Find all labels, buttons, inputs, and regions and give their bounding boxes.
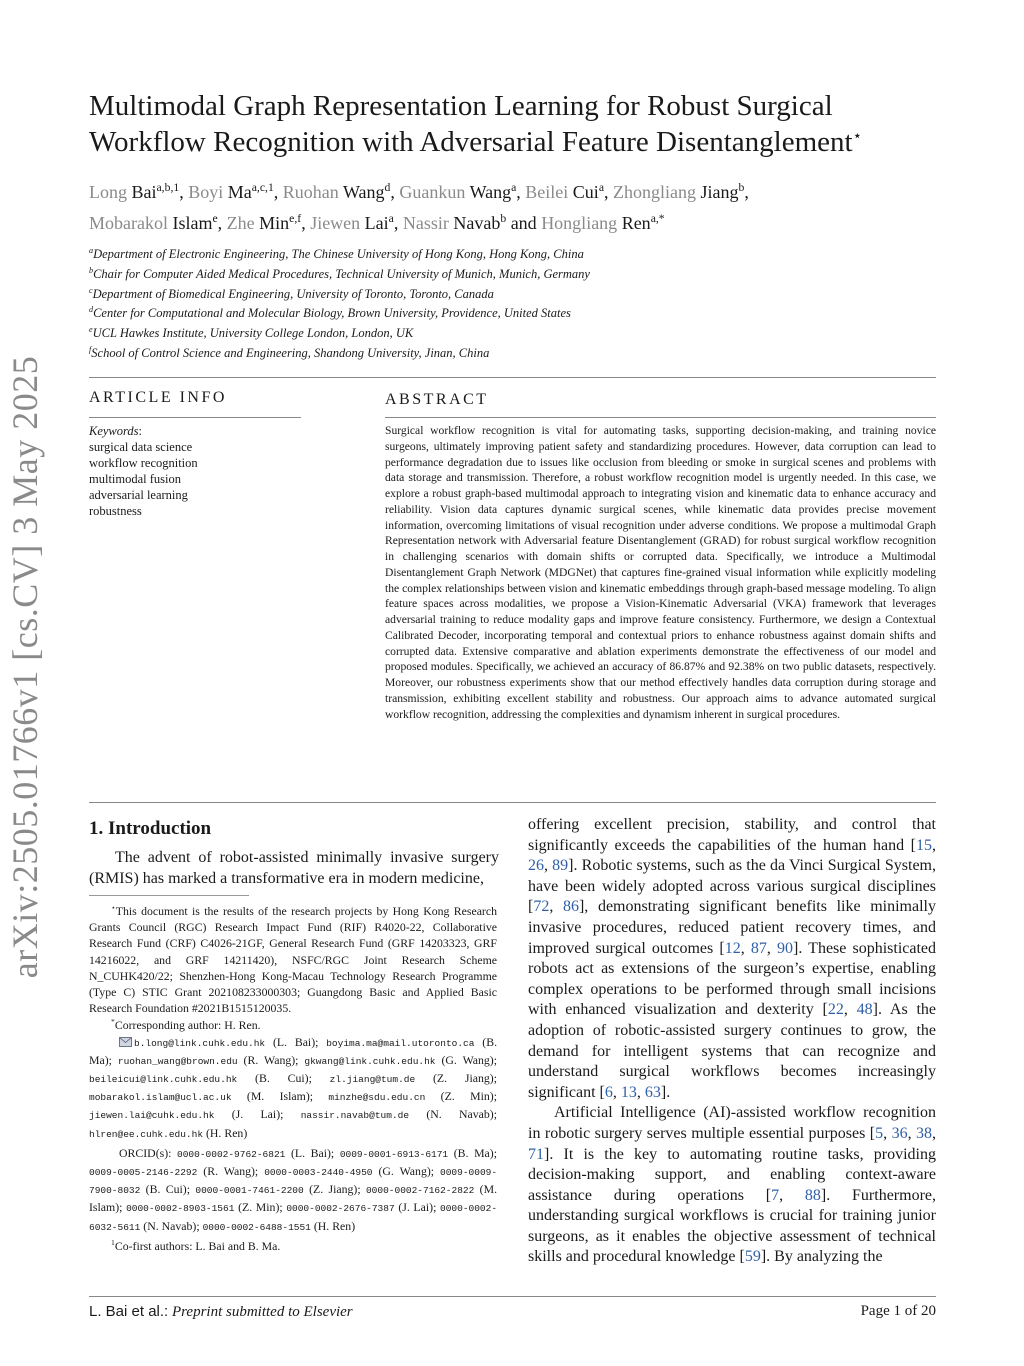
- author-affiliation-mark: b: [738, 181, 745, 194]
- footnote-rule: [89, 895, 249, 896]
- email-owner: (N. Navab);: [426, 1107, 498, 1122]
- email-address: mobarakol.islam@ucl.ac.uk: [89, 1092, 232, 1104]
- author-affiliation-mark: e: [212, 212, 218, 225]
- affiliation-key: d: [89, 305, 94, 315]
- affiliation: [89, 304, 949, 324]
- citation-link[interactable]: 6: [604, 1083, 613, 1101]
- affiliation: [89, 265, 949, 285]
- orcid-footnote: ORCID(s): 0000-0002-9762-6821 (L. Bai); 0009-0001-6913-6171 (B. Ma); 0009-0005-2146-2292 (R. Wang); 0000-0003-2440-4950 (G. Wang); 0009-0009-7900-8032 (B. Cui); 0000-0001-7461-2200 (Z. Jiang); 0000-0002-7162-2822 (M. Islam); 0000-0002-8903-1561 (Z. Min); 0000-0002-2676-7387 (J. Lai); 0000-0002-6032-5611 (N. Navab); 0000-0002-6488-1551 (H. Ren): [89, 1145, 498, 1233]
- author-last-name: Ren: [621, 213, 651, 233]
- orcid-owner: (N. Navab);: [143, 1218, 200, 1233]
- author-affiliation-mark: e,f: [289, 212, 302, 225]
- orcid-owner: (B. Cui);: [145, 1182, 191, 1197]
- right-column-text: [528, 815, 936, 1268]
- body-text: ,: [544, 857, 553, 875]
- affiliation-text: School of Control Science and Engineering, Shandong University, Jinan, China: [91, 345, 490, 360]
- author-last-name: Navab: [453, 213, 501, 233]
- affiliation-key: e: [89, 325, 93, 335]
- author-first-name: Zhongliang: [613, 182, 696, 202]
- body-text: ,: [907, 1124, 917, 1142]
- citation-link[interactable]: 48: [856, 1001, 873, 1019]
- paragraph-robotic-systems: [528, 815, 936, 1103]
- body-text: ,: [932, 836, 936, 854]
- author-last-name: Ma: [227, 182, 252, 202]
- email-address: nassir.navab@tum.de: [300, 1110, 410, 1122]
- orcid-id: 0009-0009-7900-8032: [89, 1167, 498, 1197]
- affiliation-key: f: [89, 344, 92, 354]
- author: [188, 182, 278, 202]
- author-last-name: Islam: [172, 213, 213, 233]
- citation-link[interactable]: 72: [533, 898, 550, 916]
- author-affiliation-mark: a: [388, 212, 394, 225]
- footnotes: [89, 903, 497, 1254]
- author-separator: and: [506, 213, 537, 233]
- author-list: [89, 177, 949, 239]
- author-separator: ,: [516, 182, 521, 202]
- affiliation-text: Department of Biomedical Engineering, University of Toronto, Toronto, Canada: [92, 286, 494, 301]
- paper-title: [89, 88, 949, 160]
- author: [403, 213, 537, 233]
- affiliation-key: c: [89, 285, 93, 295]
- author-first-name: Nassir: [402, 213, 449, 233]
- author-affiliation-mark: a,b,1: [156, 181, 180, 194]
- article-info-heading: ARTICLE INFO: [89, 389, 227, 406]
- email-address: zl.jiang@tum.de: [329, 1074, 416, 1086]
- abstract-heading: ABSTRACT: [385, 391, 489, 408]
- email-owner: (H. Ren): [205, 1125, 248, 1140]
- email-owner: (R. Wang);: [243, 1052, 299, 1067]
- author: [525, 182, 608, 202]
- body-text: ,: [779, 1186, 805, 1204]
- keywords-label: Keywords: [89, 424, 139, 438]
- author-separator: ,: [604, 182, 609, 202]
- body-text: ,: [636, 1083, 645, 1101]
- affiliation: [89, 245, 949, 265]
- author-affiliation-mark: d: [384, 181, 391, 194]
- body-text: ,: [883, 1124, 892, 1142]
- author: [613, 182, 749, 202]
- email-address: b.long@link.cuhk.edu.hk: [134, 1037, 266, 1049]
- author: [89, 213, 222, 233]
- orcid-id: 0000-0002-2676-7387: [286, 1203, 395, 1215]
- body-text: ]. It is the key to automating routine tasks, providing decision-making support, and enabling context-aware assistance during operations [: [528, 1145, 936, 1204]
- author-first-name: Jiewen: [310, 213, 361, 233]
- affiliation-text: Chair for Computer Aided Medical Procedures, Technical University of Munich, Munich, Germany: [93, 266, 590, 281]
- email-owner: (Z. Min);: [440, 1089, 497, 1104]
- author-affiliation-mark: b: [500, 212, 507, 225]
- keyword: robustness: [89, 504, 142, 518]
- body-text: ], demonstrating significant benefits like minimally invasive procedures, reduced patient recovery times, and improved surgical outcomes [: [528, 898, 936, 957]
- orcid-id: 0000-0002-8903-1561: [126, 1203, 235, 1215]
- orcid-id: 0000-0002-6032-5611: [89, 1203, 498, 1233]
- email-owner: (G. Wang);: [441, 1052, 497, 1067]
- body-text: Artificial Intelligence (AI)-assisted workflow recognition in robotic surgery serves multiple essential purposes [: [528, 1104, 936, 1142]
- author-last-name: Wang: [469, 182, 512, 202]
- orcid-id: 0000-0002-7162-2822: [365, 1185, 475, 1197]
- body-text: ]. As the adoption of robotic-assisted surgery continues to grow, the demand for intelligent systems that can recognize and understand surgical workflows becomes increasingly significant [: [528, 1001, 937, 1101]
- keyword: surgical data science: [89, 440, 193, 454]
- email-address: minzhe@sdu.edu.cn: [328, 1092, 426, 1104]
- citation-link[interactable]: 90: [777, 939, 793, 957]
- author-first-name: Zhe: [226, 213, 255, 233]
- body-text: ,: [843, 1001, 857, 1019]
- body-text: ,: [740, 939, 751, 957]
- orcid-owner: (J. Lai);: [398, 1200, 437, 1215]
- author: [310, 213, 398, 233]
- citation-link[interactable]: 36: [891, 1124, 908, 1142]
- affiliation: [89, 324, 949, 344]
- author-separator: ,: [273, 182, 279, 202]
- abstract-divider: [385, 417, 936, 418]
- page-number: Page 1 of 20: [860, 1303, 936, 1319]
- author-last-name: Wang: [342, 182, 385, 202]
- author-last-name: Cui: [572, 182, 599, 202]
- orcid-owner: (Z. Min);: [238, 1200, 283, 1215]
- body-text: offering excellent precision, stability, and control that significantly exceeds the capabilities of the human hand [: [528, 816, 936, 854]
- citation-link[interactable]: 22: [827, 1001, 844, 1019]
- affiliation-text: Department of Electronic Engineering, The Chinese University of Hong Kong, Hong Kong, China: [93, 247, 584, 261]
- citation-link[interactable]: 87: [750, 939, 767, 957]
- email-icon: [119, 1037, 132, 1047]
- author-affiliation-mark: a: [511, 181, 517, 194]
- author-last-name: Min: [259, 213, 290, 233]
- intro-paragraph: The advent of robot-assisted minimally invasive surgery (RMIS) has marked a transformative era in modern medicine,: [89, 849, 499, 887]
- citation-link[interactable]: 38: [916, 1124, 933, 1142]
- author-affiliation-mark: a: [598, 181, 604, 194]
- body-text: ,: [932, 1124, 937, 1142]
- citation-link[interactable]: 5: [875, 1124, 884, 1142]
- affiliation-text: Center for Computational and Molecular Biology, Brown University, Providence, United States: [93, 306, 571, 321]
- body-text: ,: [766, 939, 777, 957]
- citation-link[interactable]: 86: [562, 898, 579, 916]
- author-affiliation-mark: a,*: [650, 212, 665, 225]
- body-text: ].: [660, 1083, 671, 1101]
- orcid-id: 0000-0002-6488-1551: [202, 1221, 311, 1233]
- body-text: ]. Furthermore, understanding surgical workflows is crucial for training junior surgeons, as it enables the objective assessment of technical skills and procedural knowledge [: [528, 1186, 937, 1266]
- abstract-text: Surgical workflow recognition is vital for automating tasks, supporting decision-making, and training novice surgeons, ultimately improving patient safety and standardizing procedures. However, data corruption can lead to performance degradation due to issues like occlusion from bleeding or smoke in surgical scenes and problems with data storage and transmission. Therefore, a robust workflow recognition model is urgently needed. In this case, we explore a robust graph-based multimodal approach to integrating vision and kinematic data to enhance accuracy and reliability. Vision data captures dynamic surgical scenes, while kinematic data provides precise movement information, overcoming limitations of visual recognition under adverse conditions. We propose a multimodal Graph Representation network with Adversarial feature Disentanglement (GRAD) for robust surgical workflow recognition in challenging scenarios with domain shifts or corrupted data. Specifically, we introduce a Multimodal Disentanglement Graph Network (MDGNet) that captures fine-grained visual information while explicitly modeling the complex relationships between vision and kinematic embeddings through graph-based message modeling. To align feature spaces across modalities, we propose a Vision-Kinematic Adversarial (VKA) framework that leverages adversarial training to reduce modality gaps and improve feature consistency. Furthermore, we design a Contextual Calibrated Decoder, incorporating temporal and contextual priors to enhance robustness against domain shifts and corrupted data. Extensive comparative and ablation experiments demonstrate the effectiveness of our model and proposed modules. Specifically, we achieved an accuracy of 86.87% and 92.38% on two public datasets, respectively. Moreover, our robustness experiments show that our method effectively handles data corruption during storage and transmission, exhibiting excellent stability and robustness. Our approach aims to advance automated surgical workflow recognition, addressing the complexities and dynamism inherent in surgical procedures.: [385, 424, 936, 721]
- footer-authors: L. Bai et al.: [89, 1303, 165, 1320]
- citation-link[interactable]: 13: [620, 1083, 637, 1101]
- affiliation-key: b: [89, 265, 94, 275]
- keywords-block: Keywords: surgical data science workflow recognition multimodal fusion adversarial learning robustness: [89, 423, 301, 519]
- article-info-divider: [89, 417, 301, 418]
- arxiv-identifier: arXiv:2505.01766v1 [cs.CV] 3 May 2025: [5, 355, 45, 979]
- affiliation: [89, 344, 949, 364]
- email-owner: (B. Ma);: [89, 1034, 498, 1067]
- body-text: ]. Robotic systems, such as the da Vinci Surgical System, have been widely adopted across various surgical disciplines [: [528, 857, 937, 916]
- author: [399, 182, 520, 202]
- affiliation-key: a: [89, 245, 94, 255]
- email-address: beileicui@link.cuhk.edu.hk: [89, 1074, 238, 1086]
- affiliation: [89, 285, 949, 305]
- email-owner: (M. Islam);: [246, 1089, 314, 1104]
- author-first-name: Guankun: [399, 182, 466, 202]
- email-owner: (Z. Jiang);: [433, 1071, 497, 1086]
- citation-link[interactable]: 12: [724, 939, 741, 957]
- email-owner: (L. Bai);: [272, 1034, 319, 1049]
- citation-link[interactable]: 89: [552, 857, 569, 875]
- author-first-name: Boyi: [188, 182, 224, 202]
- corresponding-footnote: *Corresponding author: H. Ren.: [111, 1017, 261, 1033]
- orcid-owner: (B. Ma);: [453, 1145, 497, 1160]
- email-address: ruohan_wang@brown.edu: [117, 1055, 238, 1067]
- author: [227, 213, 306, 233]
- paragraph-ai-workflow: [528, 1103, 936, 1268]
- author-first-name: Long: [89, 182, 127, 202]
- keyword: adversarial learning: [89, 488, 188, 502]
- orcid-id: 0000-0001-7461-2200: [195, 1185, 304, 1197]
- keyword: workflow recognition: [89, 456, 198, 470]
- email-address: jiewen.lai@cuhk.edu.hk: [89, 1110, 215, 1122]
- citation-link[interactable]: 88: [804, 1186, 821, 1204]
- email-address: gkwang@link.cuhk.edu.hk: [304, 1055, 436, 1067]
- citation-link[interactable]: 71: [528, 1145, 544, 1163]
- email-footnote: [89, 1034, 497, 1143]
- email-address: boyima.ma@mail.utoronto.ca: [326, 1037, 475, 1049]
- funding-footnote: ⋆This document is the results of the research projects by Hong Kong Research Grants Council (RGC) Research Impact Fund (RIF) R4020-22, Collaborative Research Fund (CRF) C4026-21GF, General Research Fund (GRF 14203323, GRF 14216022, and GRF 14211420), NSFC/RGC Joint Research Scheme N_CUHK420/22; Shenzhen-Hong Kong-Macau Technology Research Programme (Type C) STIC Grant 202108233000303; Guangdong Basic and Applied Basic Research Foundation #2021B1515120035.: [89, 903, 497, 1016]
- orcid-id: 0009-0005-2146-2292: [89, 1167, 198, 1179]
- orcid-owner: (M. Islam);: [89, 1182, 498, 1215]
- author-separator: ,: [217, 213, 223, 233]
- author-separator: ,: [393, 213, 399, 233]
- author: [541, 213, 664, 233]
- email-address: hlren@ee.cuhk.edu.hk: [89, 1128, 204, 1140]
- abstract-bottom-divider: [89, 802, 936, 803]
- author-separator: ,: [744, 182, 749, 202]
- orcid-id: 0000-0002-9762-6821: [177, 1148, 286, 1160]
- affiliation-text: UCL Hawkes Institute, University College London, London, UK: [92, 326, 414, 341]
- title-line-2: Workflow Recognition with Adversarial Feature Disentanglement⋆: [89, 126, 862, 158]
- author: [283, 182, 395, 202]
- citation-link[interactable]: 63: [644, 1083, 661, 1101]
- author-affiliation-mark: a,c,1: [251, 181, 274, 194]
- orcid-id: 0009-0001-6913-6171: [339, 1148, 449, 1160]
- header-divider: [89, 377, 936, 378]
- author-separator: ,: [179, 182, 184, 202]
- orcid-owner: (H. Ren): [313, 1218, 356, 1233]
- body-text: ,: [612, 1083, 621, 1101]
- footer-left: L. Bai et al.: Preprint submitted to Elsevier: [89, 1303, 353, 1320]
- footer-preprint: Preprint submitted to Elsevier: [171, 1304, 353, 1320]
- keyword: multimodal fusion: [89, 472, 182, 486]
- citation-link[interactable]: 26: [528, 857, 544, 875]
- title-footnote-mark: ⋆: [852, 128, 862, 145]
- affiliation-list: [89, 245, 949, 364]
- citation-link[interactable]: 59: [744, 1248, 761, 1266]
- author-first-name: Hongliang: [541, 213, 618, 233]
- email-owner: (J. Lai);: [231, 1107, 284, 1122]
- orcid-id: 0000-0003-2440-4950: [264, 1167, 373, 1179]
- body-text: ]. By analyzing the: [760, 1248, 883, 1266]
- orcid-owner: (L. Bai);: [290, 1145, 335, 1160]
- orcid-owner: (G. Wang);: [378, 1164, 435, 1179]
- author-last-name: Lai: [364, 213, 389, 233]
- body-text: ]. These sophisticated robots act as extensions of the surgeon’s expertise, enabling complex operations to be performed through small incisions with enhanced visualization and dexterity [: [528, 939, 937, 1019]
- citation-link[interactable]: 7: [771, 1186, 780, 1204]
- author-first-name: Mobarakol: [89, 213, 168, 233]
- body-text: ,: [549, 898, 563, 916]
- cofirst-footnote: $^1$Co-first authors: L. Bai and B. Ma.: [111, 1237, 281, 1253]
- author: [89, 182, 184, 202]
- orcid-owner: (R. Wang);: [203, 1164, 259, 1179]
- author-first-name: Ruohan: [282, 182, 339, 202]
- author-first-name: Beilei: [525, 182, 569, 202]
- section-heading-introduction: 1. Introduction: [89, 818, 212, 839]
- citation-link[interactable]: 15: [916, 836, 932, 854]
- title-line-1: Multimodal Graph Representation Learning for Robust Surgical: [89, 90, 833, 122]
- author-separator: ,: [390, 182, 395, 202]
- author-separator: ,: [301, 213, 306, 233]
- orcid-owner: (Z. Jiang);: [309, 1182, 361, 1197]
- author-last-name: Jiang: [700, 182, 739, 202]
- author-last-name: Bai: [131, 182, 157, 202]
- email-owner: (B. Cui);: [255, 1071, 312, 1086]
- footer-divider: [89, 1296, 936, 1297]
